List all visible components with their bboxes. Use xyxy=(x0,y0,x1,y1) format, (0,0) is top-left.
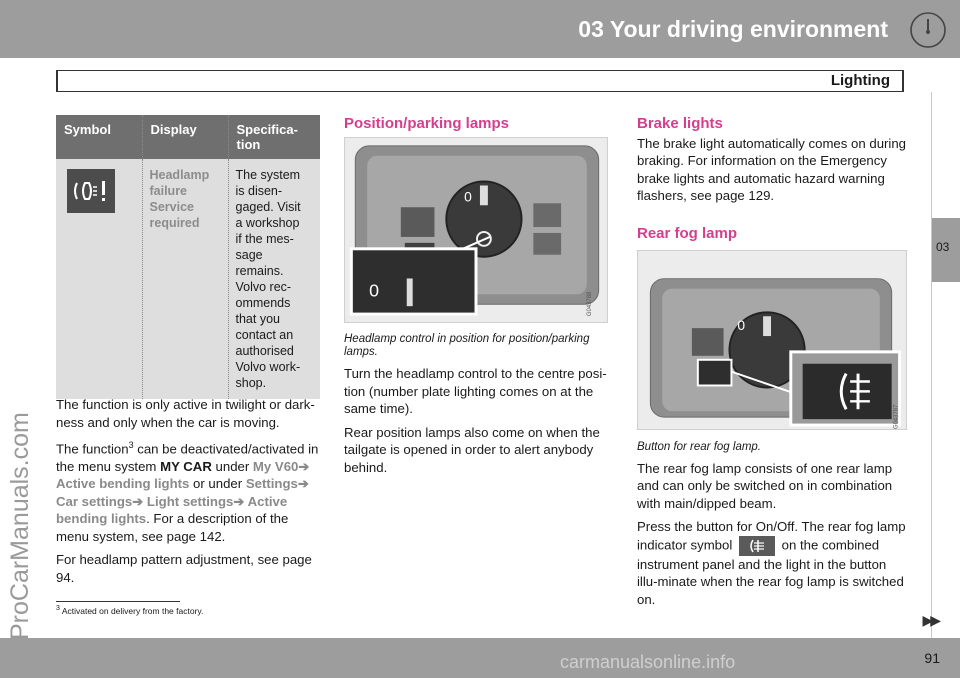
footnote xyxy=(56,605,203,616)
paragraph: The brake light automatically comes on during braking. For information on the Emergency brake lights and automatic hazard warning flashers, see page 129. xyxy=(637,135,907,203)
figure-code: G043787 xyxy=(893,404,900,430)
rear-fog-indicator-icon xyxy=(739,536,775,556)
figure-code: G043788 xyxy=(586,291,593,316)
section-heading: Brake lights xyxy=(637,115,723,132)
spec-line: Volvo work- xyxy=(235,360,301,374)
paragraph-indicator xyxy=(637,518,909,608)
table-header-display: Display xyxy=(142,115,228,159)
section-heading: Position/parking lamps xyxy=(344,115,510,132)
side-divider xyxy=(931,92,932,638)
spec-line: that you xyxy=(235,312,280,326)
left-column-text xyxy=(56,396,322,592)
text: under xyxy=(211,458,253,474)
footnote-rule xyxy=(56,601,180,602)
figure-caption: Headlamp control in position for position/parking lamps. xyxy=(344,333,590,358)
display-cell xyxy=(142,159,228,399)
text: The function xyxy=(56,441,129,457)
middle-column xyxy=(344,115,612,482)
menu-name: MY CAR xyxy=(160,458,212,474)
spec-line: is disen- xyxy=(235,184,283,198)
headlamp-control-figure xyxy=(344,137,608,323)
table-header-specification: Specifica-tion xyxy=(228,115,320,159)
section-title: Lighting xyxy=(830,72,890,89)
next-page-arrows: ▶▶ xyxy=(922,612,938,628)
spec-line: authorised xyxy=(235,344,294,358)
text: or under xyxy=(189,476,246,492)
text: Press the button for On/Off. The rear fog lamp indicator symbol xyxy=(637,519,906,552)
spec-line: gaged. Visit xyxy=(235,200,301,214)
section-heading: Rear fog lamp xyxy=(637,224,738,242)
inset-zero-label: 0 xyxy=(369,279,380,300)
paragraph: For headlamp pattern adjustment, see page 94. xyxy=(56,552,312,585)
menu-path-1: My V60➔ Active bending lights xyxy=(56,458,310,492)
spec-line: remains. xyxy=(235,264,284,278)
page-footer xyxy=(0,638,960,678)
watermark-left: ProCarManuals.com xyxy=(6,412,34,640)
chapter-title: 03 Your driving environment xyxy=(578,16,888,42)
dial-zero-label: 0 xyxy=(464,187,472,204)
display-line: required xyxy=(149,216,200,230)
section-bar xyxy=(56,70,904,92)
page-header xyxy=(0,0,960,58)
spec-line: sage xyxy=(235,248,263,262)
footnote-text: Activated on delivery from the factory. xyxy=(61,605,204,616)
spec-line: Volvo rec- xyxy=(235,280,292,294)
paragraph: Turn the headlamp control to the centre posi-tion (number plate lighting comes on at the same time). xyxy=(344,366,607,416)
paragraph: The rear fog lamp consists of one rear lamp and can only be switched on in combination with main/dipped beam. xyxy=(637,460,893,511)
spec-line: a workshop xyxy=(235,216,300,230)
spec-line: contact an xyxy=(235,328,294,342)
chapter-tab-label: 03 xyxy=(936,240,950,254)
symbol-cell xyxy=(56,159,142,399)
figure-caption: Button for rear fog lamp. xyxy=(637,440,762,453)
gauge-icon xyxy=(908,10,948,50)
text: can be deactivated/activated in the menu system xyxy=(56,441,319,474)
rear-fog-button-figure xyxy=(637,250,907,430)
text: on the combined instrument panel and the light in the button illu-minate when the rear fog lamp is switched on. xyxy=(637,536,904,607)
paragraph: The function is only active in twilight or dark-ness and only when the car is moving. xyxy=(56,397,315,430)
footnote-number: 3 xyxy=(56,605,60,612)
paragraph: Rear position lamps also come on when the tailgate is opened in order to alert anybody behind. xyxy=(344,424,600,475)
spec-line: shop. xyxy=(235,376,267,390)
display-line: Service xyxy=(149,200,194,214)
specification-cell xyxy=(228,159,320,399)
spec-line: if the mes- xyxy=(235,232,294,246)
dial-zero-label: 0 xyxy=(737,317,746,334)
text: . For a description of the menu system, see page 142. xyxy=(56,511,289,544)
right-column xyxy=(637,115,909,614)
symbol-table xyxy=(56,115,320,399)
paragraph-menu xyxy=(56,437,322,545)
spec-line: ommends xyxy=(235,296,291,310)
table-header-symbol: Symbol xyxy=(56,115,142,159)
headlamp-failure-icon xyxy=(67,169,115,213)
watermark-bottom: carmanualsonline.info xyxy=(560,652,736,672)
display-line: failure xyxy=(149,184,188,198)
display-line: Headlamp xyxy=(149,168,210,182)
footnote-ref: 3 xyxy=(128,440,134,450)
table-row xyxy=(56,159,320,399)
page-number: 91 xyxy=(924,650,940,666)
menu-path-2: Settings➔ Car settings➔ Light settings➔ Active bending lights xyxy=(56,476,309,527)
spec-line: The system xyxy=(235,168,301,182)
